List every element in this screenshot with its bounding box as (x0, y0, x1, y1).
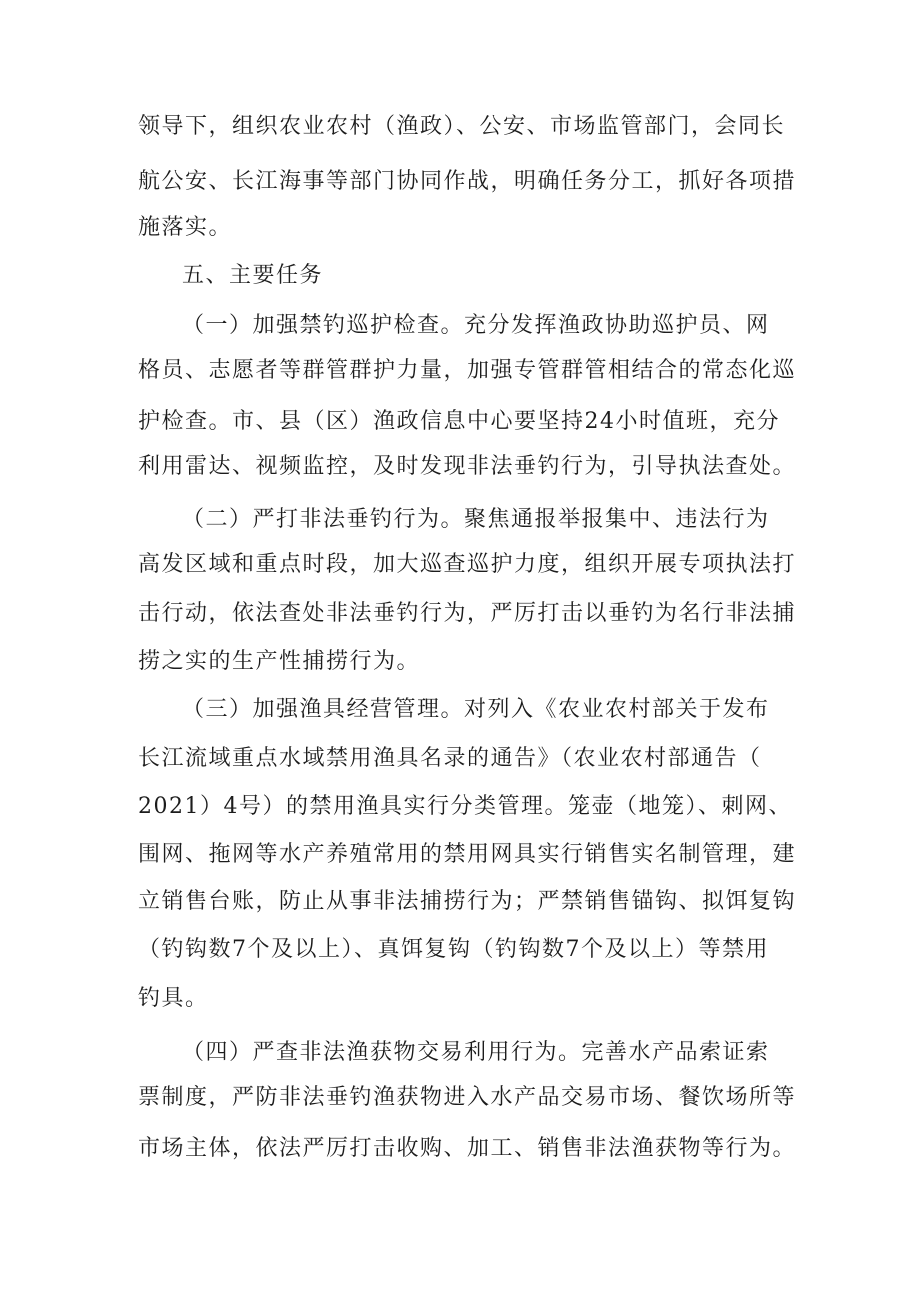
text-line: （三）加强渔具经营管理。对列入《农业农村部关于发布 (182, 697, 770, 722)
text-line: 市场主体，依法严厉打击收购、加工、销售非法渔获物等行为。 (138, 1136, 797, 1161)
text-line: 票制度，严防非法垂钓渔获物进入水产品交易市场、餐饮场所等 (138, 1085, 797, 1110)
text-line: 利用雷达、视频监控，及时发现非法垂钓行为，引导执法查处。 (138, 454, 797, 479)
text-line: 围网、拖网等水产养殖常用的禁用网具实行销售实名制管理，建 (138, 842, 797, 867)
text-line: 立销售台账，防止从事非法捕捞行为；严禁销售锚钩、拟饵复钩 (138, 889, 797, 914)
text-line: （钓钩数7个及以上）、真饵复钩（钓钩数7个及以上）等禁用 (138, 937, 769, 962)
text-line: 钓具。 (138, 986, 209, 1011)
text-line: 2021）4号）的禁用渔具实行分类管理。笼壶（地笼）、刺网、 (138, 794, 792, 819)
text-line: 护检查。市、县（区）渔政信息中心要坚持24小时值班，充分 (138, 409, 780, 434)
section-heading: 五、主要任务 (182, 263, 324, 288)
text-line: 捞之实的生产性捕捞行为。 (138, 649, 421, 674)
text-line: （一）加强禁钓巡护检查。充分发挥渔政协助巡护员、网 (182, 313, 770, 338)
text-line: （二）严打非法垂钓行为。聚焦通报举报集中、违法行为 (182, 507, 770, 532)
text-line: 长江流域重点水域禁用渔具名录的通告》（农业农村部通告（ (138, 746, 762, 771)
text-line: （四）严查非法渔获物交易利用行为。完善水产品索证索 (182, 1040, 770, 1065)
text-line: 击行动，依法查处非法垂钓行为，严厉打击以垂钓为名行非法捕 (138, 601, 797, 626)
text-line: 施落实。 (138, 215, 233, 240)
text-line: 高发区域和重点时段，加大巡查巡护力度，组织开展专项执法打 (138, 552, 797, 577)
text-line: 航公安、长江海事等部门协同作战，明确任务分工，抓好各项措 (138, 169, 797, 194)
text-line: 格员、志愿者等群管群护力量，加强专管群管相结合的常态化巡 (138, 358, 797, 383)
text-line: 领导下，组织农业农村（渔政）、公安、市场监管部门，会同长 (138, 114, 786, 139)
